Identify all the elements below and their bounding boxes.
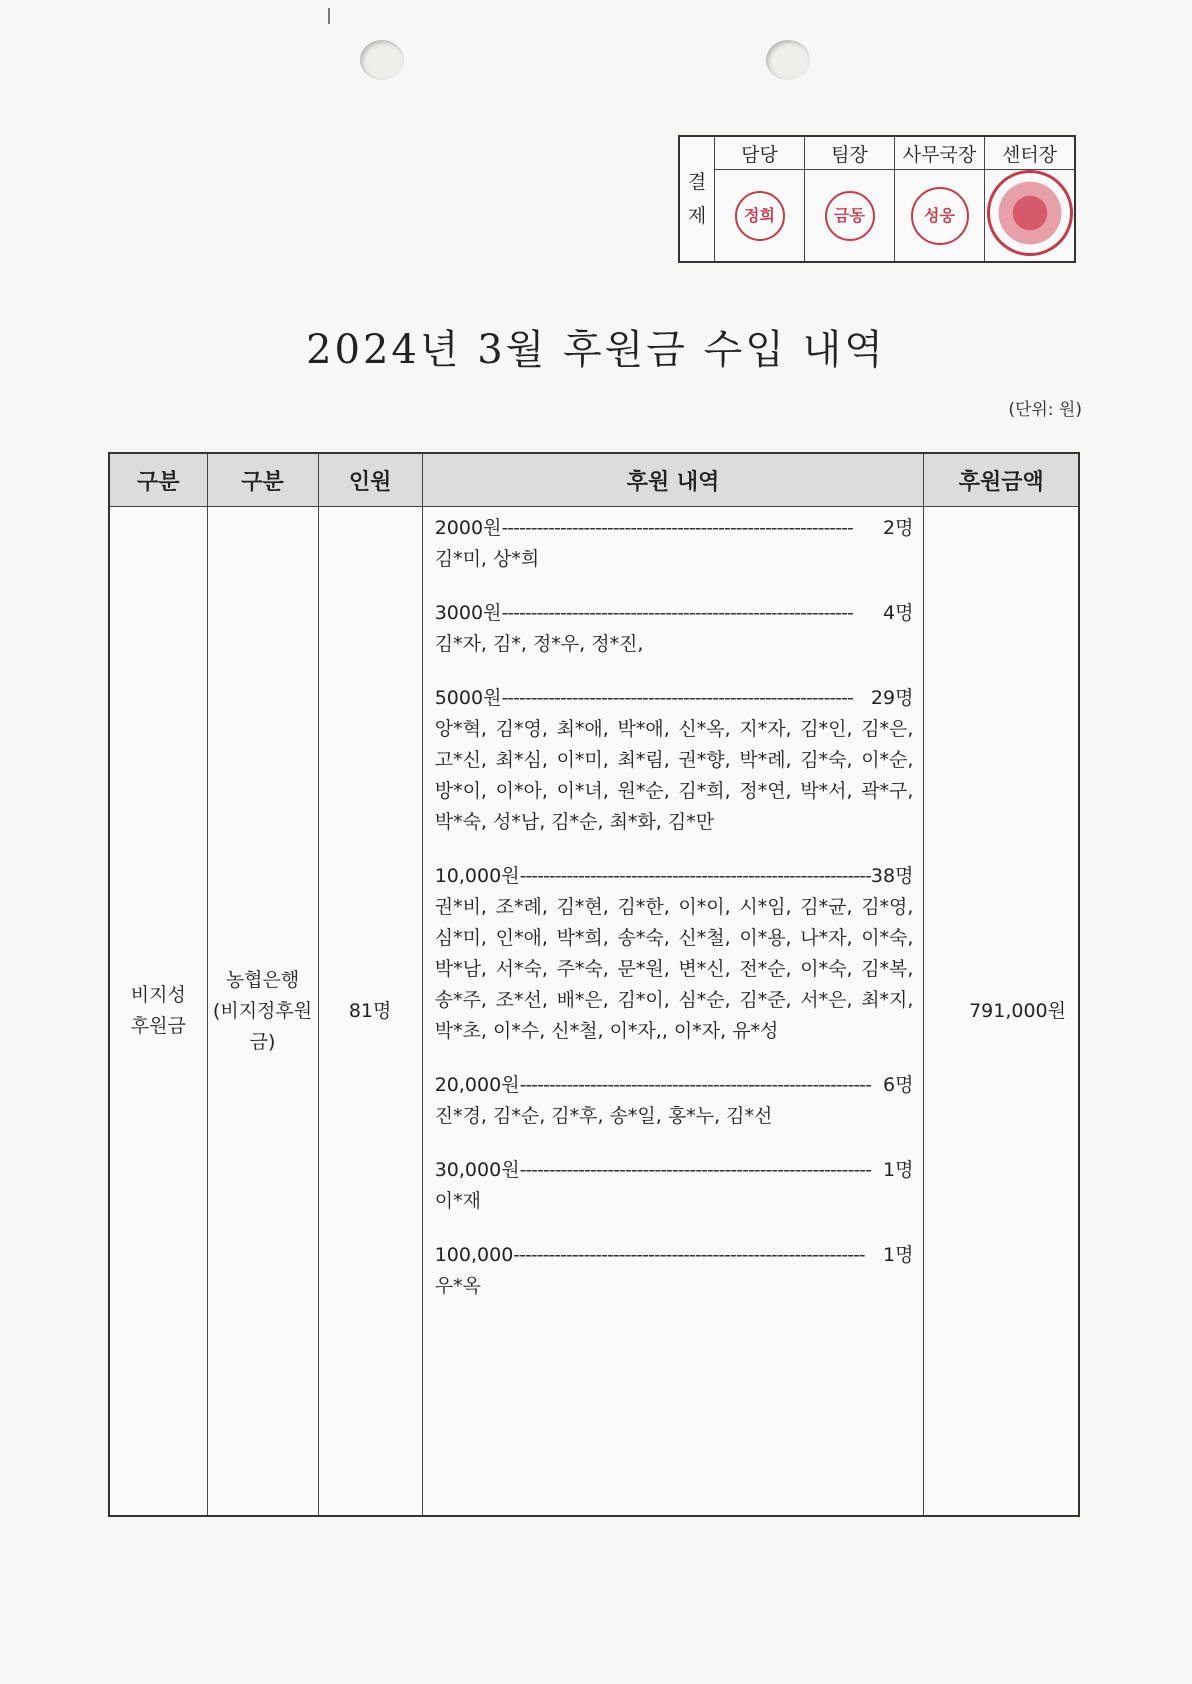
dash-leader: ------------------------------------------------------------ [501,517,853,539]
donation-group [435,861,914,1047]
donation-group-header [435,683,914,714]
donation-amount: 30,000원 [434,1159,520,1181]
donation-group-header [435,513,914,544]
donation-amount: 20,000원 [434,1074,520,1096]
approval-seal-cell-team-lead [805,170,895,263]
donation-group-header [435,1070,914,1101]
approval-header-team-lead: 팀장 [805,136,895,170]
donation-group [435,1070,914,1132]
donor-names: 우*옥 [434,1275,481,1297]
header-count: 인원 [318,453,422,507]
donor-names: 권*비, 조*례, 김*현, 김*한, 이*이, 시*임, 김*균, 김*영, 심*미, 인*애, 박*희, 송*숙, 신*철, 이*용, 나*자, 이*숙, 박*남, 서*숙, 주*숙, 문*원, 변*신, 전*순, 이*숙, 김*복, 송*주, 조*선, 배*은, 김*이, 심*순, 김*준, 서*은, 최*지, 박*초, 이*수, 신*철, 이*자,, 이*자, 유*성 [434,896,914,1042]
donation-amount: 5000원 [434,687,502,709]
category-cell: 비지성 후원금 [109,507,207,1517]
approval-header-staff: 담당 [715,136,805,170]
donor-names: 이*재 [434,1190,481,1212]
donation-groups [435,513,914,1302]
donor-count: 4명 [883,602,914,624]
donation-group [435,513,914,575]
donor-names: 진*경, 김*순, 김*후, 송*일, 홍*누, 김*선 [434,1105,773,1127]
donation-group [435,598,914,660]
donor-count: 38명 [870,865,914,887]
dash-leader: ------------------------------------------------------------ [513,1244,865,1266]
dash-leader: ------------------------------------------------------------ [501,687,853,709]
header-category: 구분 [109,453,207,507]
donation-group [435,683,914,838]
donation-amount: 10,000원 [434,865,520,887]
donation-group [435,1155,914,1217]
details-cell [422,507,924,1517]
donor-names: 앙*혁, 김*영, 최*애, 박*애, 신*옥, 지*자, 김*인, 김*은, 고*신, 최*심, 이*미, 최*림, 권*향, 박*례, 김*숙, 이*순, 방*이, 이*아, 이*녀, 원*순, 김*희, 정*연, 박*서, 곽*구, 박*숙, 성*남, 김*순, 최*화, 김*만 [434,718,914,833]
official-seal-icon [987,170,1073,256]
scan-mark [328,8,330,24]
dash-leader: ------------------------------------------------------------ [501,602,853,624]
donor-count: 6명 [883,1074,914,1096]
approval-seal-cell-staff [715,170,805,263]
approval-side-label: 결 제 [679,136,715,262]
total-amount-cell: 791,000원 [924,507,1079,1517]
donation-group-header [435,1155,914,1186]
approval-box [678,135,1076,263]
dash-leader: ------------------------------------------------------------ [519,865,871,887]
approval-header-director: 센터장 [985,136,1076,170]
punch-hole-right [766,40,810,80]
page-title: 2024년 3월 후원금 수입 내역 [306,327,886,373]
donation-group-header [435,1240,914,1271]
donation-table [108,452,1080,1517]
approval-seal-cell-secretary [895,170,985,263]
table-header-row [109,453,1079,507]
donation-group-header [435,598,914,629]
approval-seal-cell-director [985,170,1076,263]
donation-amount: 100,000 [434,1244,514,1266]
header-details: 후원 내역 [422,453,924,507]
seal-stamp-icon: 금동 [825,191,875,241]
dash-leader: ------------------------------------------------------------ [519,1159,871,1181]
donor-names: 김*자, 김*, 정*우, 정*진, [434,633,644,655]
donation-amount: 2000원 [434,517,502,539]
donor-count: 1명 [883,1159,914,1181]
donation-group [435,1240,914,1302]
donation-group-header [435,861,914,892]
seal-stamp-icon: 성웅 [911,187,969,245]
donor-names: 김*미, 상*희 [434,548,540,570]
donor-count: 29명 [870,687,914,709]
donor-count: 2명 [883,517,914,539]
donation-amount: 3000원 [434,602,502,624]
header-amount: 후원금액 [924,453,1079,507]
account-cell: 농협은행 (비지정후원금) [207,507,318,1517]
header-account: 구분 [207,453,318,507]
punch-hole-left [360,40,404,80]
approval-header-secretary: 사무국장 [895,136,985,170]
count-cell: 81명 [318,507,422,1517]
table-row [109,507,1079,1517]
donor-count: 1명 [883,1244,914,1266]
seal-stamp-icon: 정희 [735,191,785,241]
unit-label: (단위: 원) [1008,400,1082,420]
dash-leader: ------------------------------------------------------------ [519,1074,871,1096]
